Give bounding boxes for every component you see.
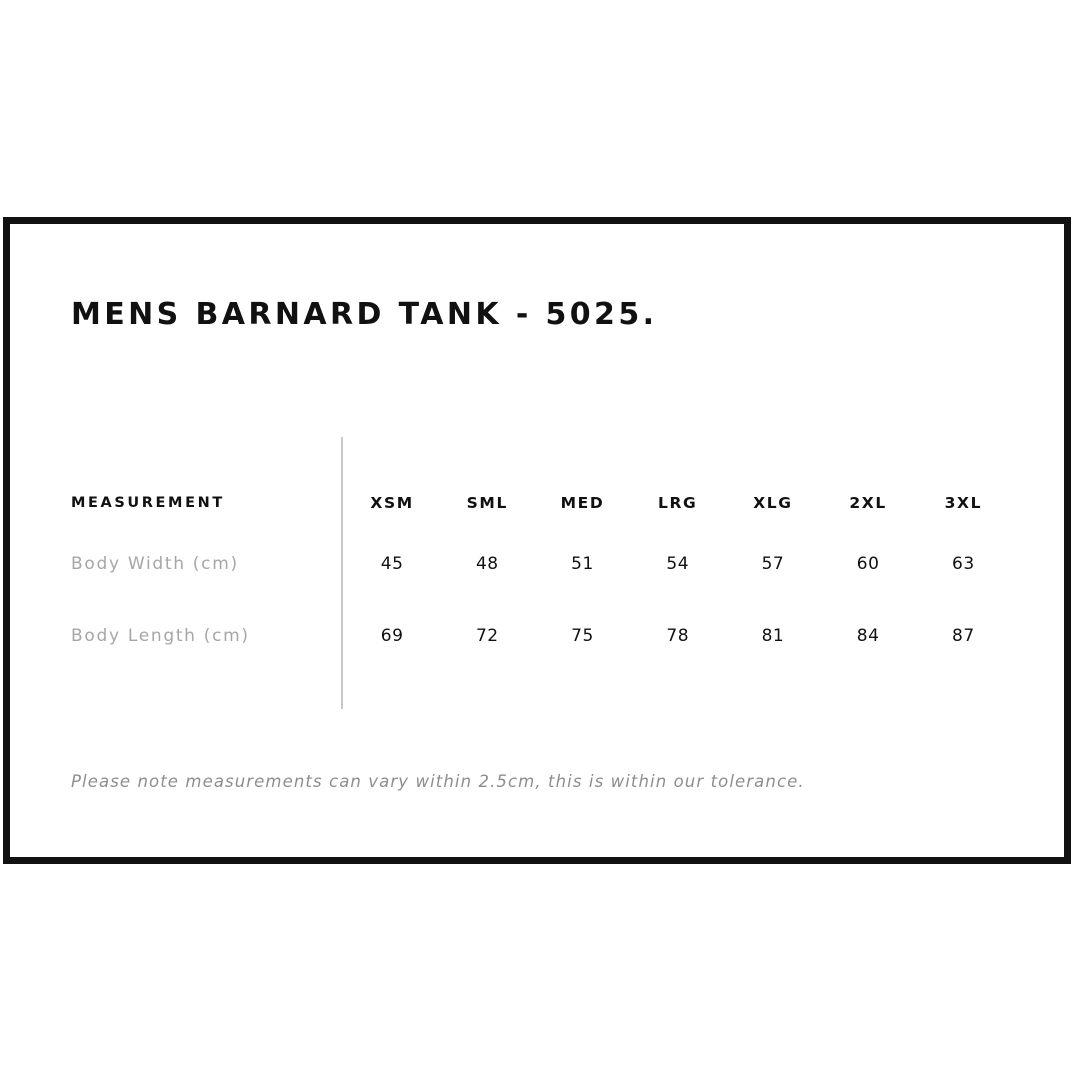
cell-body-length-xlg: 81 [761,626,785,646]
cell-body-length-xsm: 69 [380,626,404,646]
measurement-column-header: MEASUREMENT [71,495,225,511]
cell-body-width-sml: 48 [475,554,499,574]
table-row [71,528,1011,600]
page-title: MENS BARNARD TANK - 5025. [71,297,658,332]
cell-body-width-med: 51 [571,554,594,574]
cell-body-length-3xl: 87 [952,626,975,646]
size-header-xlg: XLG [753,494,793,512]
table-row [71,600,1011,672]
cell-body-length-2xl: 84 [856,626,880,646]
tolerance-note: Please note measurements can vary within 2.5cm, this is within our tolerance. [71,772,805,791]
cell-body-width-2xl: 60 [856,554,880,574]
table-header-row [71,478,1011,528]
cell-body-length-sml: 72 [475,626,499,646]
cell-body-length-lrg: 78 [666,626,690,646]
size-header-med: MED [560,494,605,512]
size-header-xsm: XSM [370,494,414,512]
size-header-sml: SML [466,494,508,512]
size-header-2xl: 2XL [849,494,887,512]
cell-body-width-xsm: 45 [380,554,404,574]
size-header-3xl: 3XL [944,494,983,512]
row-label-body-width: Body Width (cm) [71,554,239,574]
cell-body-width-3xl: 63 [952,554,975,574]
row-label-body-length: Body Length (cm) [71,626,250,646]
size-header-lrg: LRG [658,494,698,512]
size-table [71,478,1011,672]
cell-body-width-lrg: 54 [666,554,690,574]
cell-body-length-med: 75 [571,626,594,646]
cell-body-width-xlg: 57 [761,554,785,574]
